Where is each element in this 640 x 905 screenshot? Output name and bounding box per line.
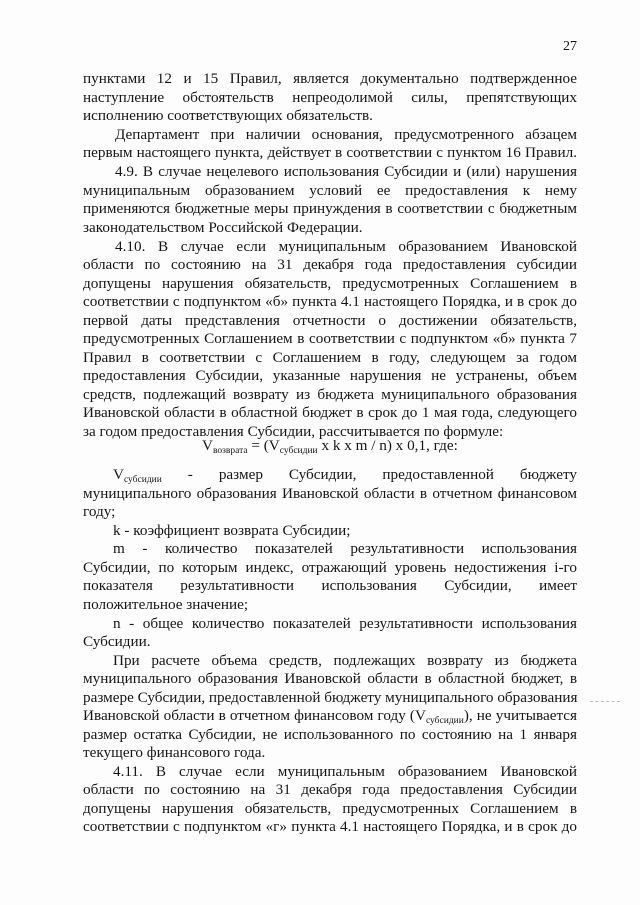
return-formula: $V_{возврата} = (V_{субсидии}$ x k x m / n) x 0,1, где: <box>202 437 458 456</box>
definition-n: n - общее количество показателей результативности использования <box>113 615 577 632</box>
definition-k: k - коэффициент возврата Субсидии; <box>113 522 351 539</box>
text-line: пунктами 12 и 15 Правил, является документально подтвержденное <box>83 70 577 87</box>
clause-4-9: 4.9. В случае нецелевого использования Субсидии и (или) нарушения <box>115 163 577 180</box>
definition-v: $V_{субсидии}$ - размер Субсидии, предоставленной бюджету <box>113 466 577 485</box>
text-line: за годом предоставления Субсидии, рассчитывается по формуле: <box>83 423 504 440</box>
text-line: муниципальным образованием условий ее предоставления к нему <box>83 182 577 199</box>
text-line: первой даты представления отчетности о достижении обязательств, <box>83 312 577 329</box>
text-line: показателя результативности использования Субсидии, имеет <box>83 577 577 594</box>
definition-m: m - количество показателей результативности использования <box>113 540 577 557</box>
text-line: допущены нарушения обязательств, предусмотренных Соглашением в <box>83 800 577 817</box>
page-number: 27 <box>563 39 577 54</box>
text-line: первым настоящего пункта, действует в соответствии с пунктом 16 Правил. <box>83 144 577 161</box>
scan-artifact <box>590 701 620 702</box>
text-line: области по состоянию на 31 декабря года предоставления Субсидии <box>83 781 577 798</box>
text-line: Правил в соответствии с Соглашением в году, следующем за годом <box>83 349 577 366</box>
text-line: предусмотренных Соглашением в соответствии с подпунктом «б» пункта 7 <box>83 330 577 347</box>
text-line: соответствии с подпунктом «г» пункта 4.1 настоящего Порядка, и в срок до <box>83 818 577 835</box>
text-line: текущего финансового года. <box>83 744 266 761</box>
text-line: муниципального образования Ивановской области в областной бюджет, в <box>83 670 577 687</box>
text-line: Департамент при наличии основания, предусмотренного абзацем <box>115 126 577 143</box>
text-line: законодательством Российской Федерации. <box>83 219 363 236</box>
text-line: допущены нарушения обязательств, предусмотренных Соглашением в <box>83 275 577 292</box>
text-line: области по состоянию на 31 декабря года предоставления субсидии <box>83 256 577 273</box>
text-line: Субсидии, по которым индекс, отражающий уровень недостижения i-го <box>83 559 577 576</box>
clause-4-10: 4.10. В случае если муниципальным образованием Ивановской <box>115 238 577 255</box>
text-line: При расчете объема средств, подлежащих возврату из бюджета <box>113 652 577 669</box>
text-line: соответствии с подпунктом «б» пункта 4.1 настоящего Порядка, и в срок до <box>83 293 577 310</box>
text-line: средств, подлежащий возврату из бюджета муниципального образования <box>83 386 577 403</box>
text-line: наступление обстоятельств непреодолимой силы, препятствующих <box>83 89 577 106</box>
text-line: году; <box>83 503 116 520</box>
text-line: муниципального образования Ивановской области в отчетном финансовом <box>83 485 577 502</box>
text-line: Субсидии. <box>83 633 151 650</box>
text-line: применяются бюджетные меры принуждения в соответствии с бюджетным <box>83 200 577 217</box>
text-line: размере Субсидии, предоставленной бюджету муниципального образования <box>83 689 578 706</box>
text-line: размер остатка Субсидии, не использованного по состоянию на 1 января <box>83 726 577 743</box>
text-line: предоставления Субсидии, указанные нарушения не устранены, объем <box>83 367 577 384</box>
text-line: Ивановской области в областной бюджет в срок до 1 мая года, следующего <box>83 404 577 421</box>
text-line: Ивановской области в отчетном финансовом году $(V_{субсидии})$, не учитывается <box>83 707 577 726</box>
text-line: положительное значение; <box>83 596 249 613</box>
text-line: исполнению соответствующих обязательств. <box>83 107 373 124</box>
clause-4-11: 4.11. В случае если муниципальным образованием Ивановской <box>113 763 577 780</box>
